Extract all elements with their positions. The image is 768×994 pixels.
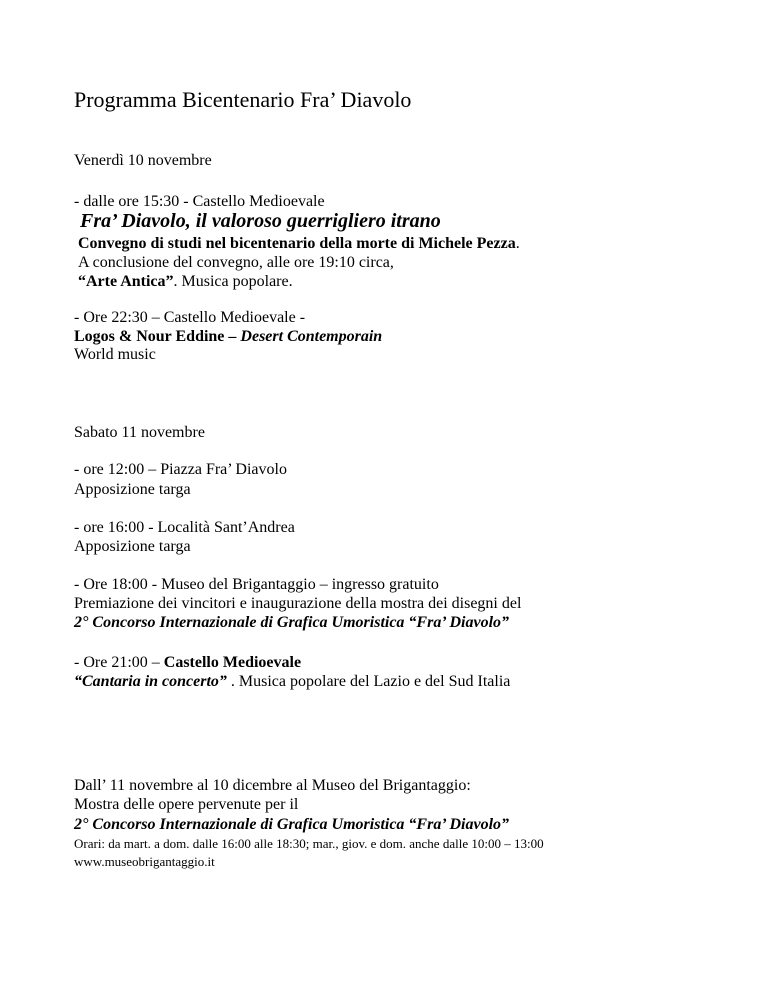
exhibition-line1: Dall’ 11 novembre al 10 dicembre al Museo del Brigantaggio: [74, 777, 471, 794]
saturday-date: Sabato 11 novembre [74, 424, 205, 441]
saturday-event3-contest: 2° Concorso Internazionale di Grafica Umoristica “Fra’ Diavolo” [74, 614, 510, 631]
exhibition-hours: Orari: da mart. a dom. dalle 16:00 alle 18:30; mar., giov. e dom. anche dalle 10:00 – 13:00 [74, 836, 544, 851]
friday-event1-group-desc: . Musica popolare. [173, 273, 293, 290]
saturday-event4-time-prefix: - Ore 21:00 – [74, 654, 164, 671]
saturday-event3-time-place: - Ore 18:00 - Museo del Brigantaggio – ingresso gratuito [74, 576, 439, 593]
friday-event1-subtitle-line [78, 234, 520, 254]
saturday-event2-desc: Apposizione targa [74, 538, 191, 555]
saturday-event4-line2 [74, 672, 510, 692]
page-title: Programma Bicentenario Fra’ Diavolo [74, 87, 412, 112]
friday-event2-genre: World music [74, 346, 156, 363]
saturday-event4-line1 [74, 653, 301, 673]
friday-date: Venerdì 10 novembre [74, 152, 212, 169]
friday-event1-group: “Arte Antica” [78, 273, 174, 290]
friday-event1-subtitle: Convegno di studi nel bicentenario della morte di Michele Pezza [78, 235, 516, 252]
saturday-event1-time-place: - ore 12:00 – Piazza Fra’ Diavolo [74, 461, 287, 478]
friday-event1-subtitle-end: . [515, 235, 520, 252]
friday-event1-note: A conclusione del convegno, alle ore 19:10 circa, [78, 254, 394, 271]
friday-event2-artists-line [74, 327, 382, 347]
saturday-event1-desc: Apposizione targa [74, 481, 191, 498]
saturday-event4-concert: “Cantaria in concerto” [74, 673, 227, 690]
saturday-event4-concert-desc: . Musica popolare del Lazio e del Sud Italia [226, 673, 511, 690]
saturday-event2-time-place: - ore 16:00 - Località Sant’Andrea [74, 519, 295, 536]
friday-event2-album: Desert Contemporain [240, 328, 383, 345]
exhibition-line2: Mostra delle opere pervenute per il [74, 796, 299, 813]
friday-event1-group-line [78, 272, 293, 292]
saturday-event3-desc: Premiazione dei vincitori e inaugurazione della mostra dei disegni del [74, 595, 522, 612]
friday-event1-time-place: - dalle ore 15:30 - Castello Medioevale [74, 193, 325, 210]
friday-event1-headline: Fra’ Diavolo, il valoroso guerrigliero itrano [80, 210, 441, 232]
friday-event2-artists: Logos & Nour Eddine – [74, 328, 241, 345]
exhibition-contest: 2° Concorso Internazionale di Grafica Umoristica “Fra’ Diavolo” [74, 816, 510, 833]
exhibition-website: www.museobrigantaggio.it [74, 854, 215, 869]
friday-event2-time-place: - Ore 22:30 – Castello Medioevale - [74, 309, 306, 326]
saturday-event4-place: Castello Medioevale [163, 654, 302, 671]
